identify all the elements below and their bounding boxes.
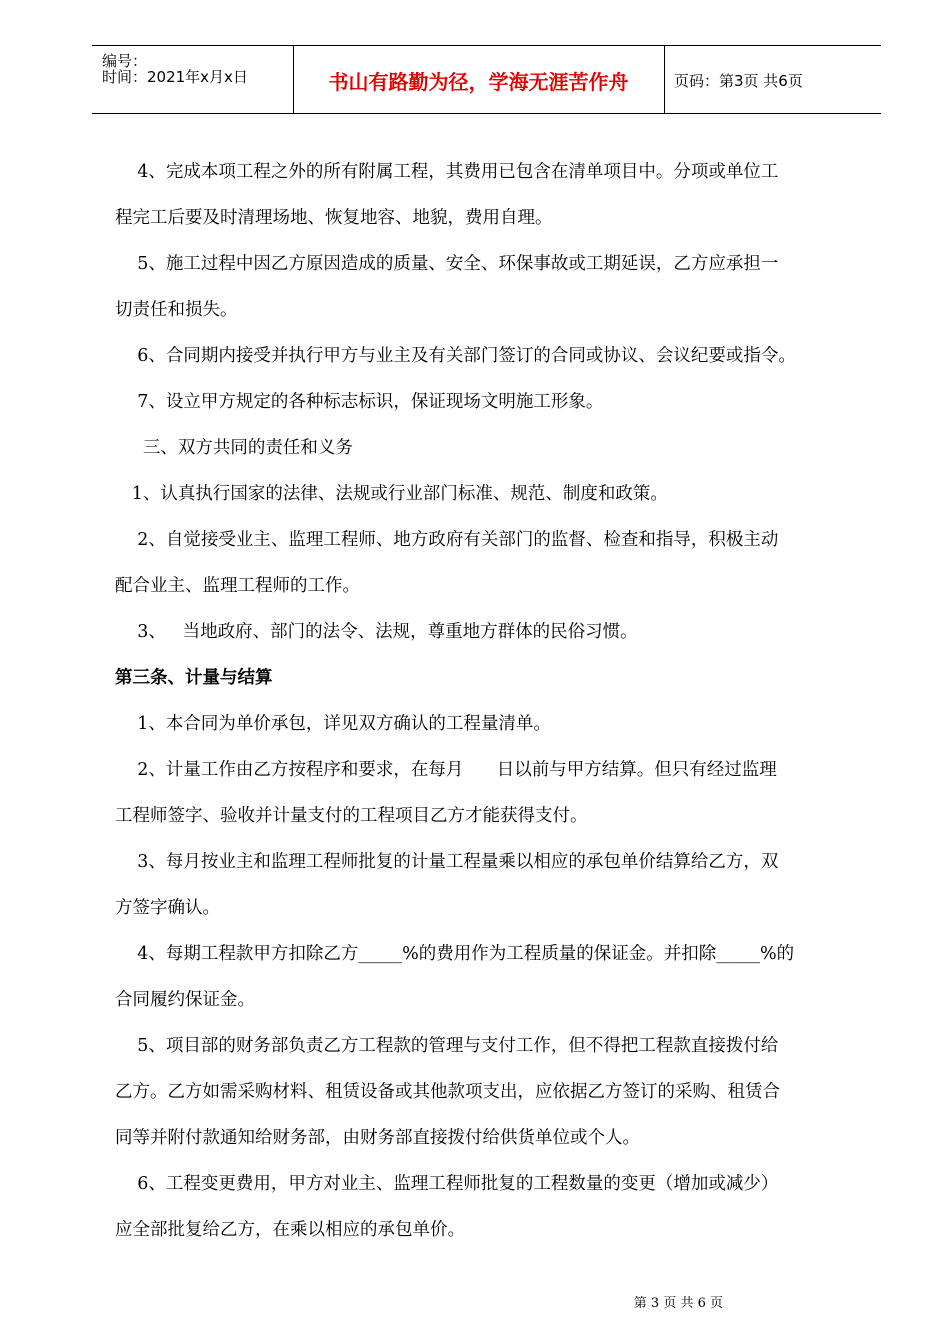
header-page-indicator: 页码：第3页 共6页	[674, 72, 803, 90]
body-line: 方签字确认。	[115, 898, 220, 918]
body-line: 6、工程变更费用，甲方对业主、监理工程师批复的工程数量的变更（增加或减少）	[115, 1174, 779, 1194]
body-line: 4、完成本项工程之外的所有附属工程，其费用已包含在清单项目中。分项或单位工	[115, 162, 779, 182]
header-motto: 书山有路勤为径，学海无涯苦作舟	[328, 70, 629, 94]
body-line: 7、设立甲方规定的各种标志标识，保证现场文明施工形象。	[115, 392, 604, 412]
body-line: 应全部批复给乙方，在乘以相应的承包单价。	[115, 1220, 465, 1240]
body-line: 1、认真执行国家的法律、法规或行业部门标准、规范、制度和政策。	[115, 484, 668, 504]
body-line: 同等并附付款通知给财务部，由财务部直接拨付给供货单位或个人。	[115, 1128, 640, 1148]
body-line: 乙方。乙方如需采购材料、租赁设备或其他款项支出，应依据乙方签订的采购、租赁合	[115, 1082, 780, 1102]
body-line: 1、本合同为单价承包，详见双方确认的工程量清单。	[115, 714, 551, 734]
article-heading: 第三条、计量与结算	[115, 668, 273, 688]
body-line: 2、自觉接受业主、监理工程师、地方政府有关部门的监督、检查和指导，积极主动	[115, 530, 779, 550]
body-line: 工程师签字、验收并计量支付的工程项目乙方才能获得支付。	[115, 806, 588, 826]
body-line: 5、项目部的财务部负责乙方工程款的管理与支付工作，但不得把工程款直接拨付给	[115, 1036, 779, 1056]
doc-time-label: 时间：2021年x月x日	[102, 68, 248, 86]
body-line: 程完工后要及时清理场地、恢复地容、地貌，费用自理。	[115, 208, 553, 228]
body-line: 切责任和损失。	[115, 300, 238, 320]
body-line: 4、每期工程款甲方扣除乙方_____%的费用作为工程质量的保证金。并扣除_____%的	[115, 944, 795, 964]
body-line: 3、 当地政府、部门的法令、法规，尊重地方群体的民俗习惯。	[115, 622, 638, 642]
body-line: 2、计量工作由乙方按程序和要求，在每月 日以前与甲方结算。但只有经过监理	[115, 760, 777, 780]
body-line: 5、施工过程中因乙方原因造成的质量、安全、环保事故或工期延误，乙方应承担一	[115, 254, 779, 274]
footer-page-number: 第 3 页 共 6 页	[633, 1296, 723, 1311]
body-line: 配合业主、监理工程师的工作。	[115, 576, 360, 596]
body-line: 合同履约保证金。	[115, 990, 255, 1010]
header-bottom-rule	[92, 113, 881, 114]
header-top-rule	[92, 45, 881, 46]
body-line: 3、每月按业主和监理工程师批复的计量工程量乘以相应的承包单价结算给乙方，双	[115, 852, 779, 872]
section-subheading: 三、双方共同的责任和义务	[115, 438, 353, 458]
doc-number-label: 编号：	[102, 52, 148, 70]
page-footer	[0, 1292, 950, 1311]
header-separator-right	[664, 45, 665, 113]
body-line: 6、合同期内接受并执行甲方与业主及有关部门签订的合同或协议、会议纪要或指令。	[115, 346, 796, 366]
